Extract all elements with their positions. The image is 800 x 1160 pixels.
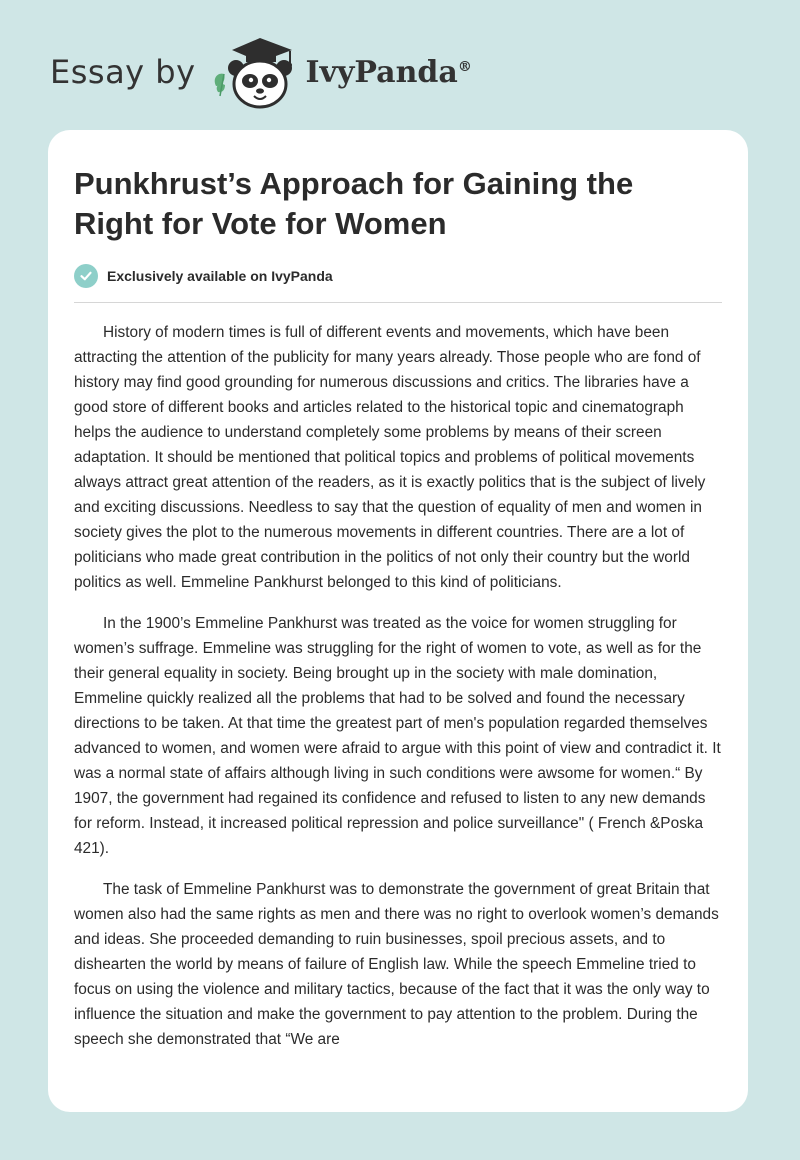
brand-name: IvyPanda®: [305, 54, 472, 90]
paragraph: The task of Emmeline Pankhurst was to demonstrate the government of great Britain that women also had the same rights as men and there was no right to overlook women’s demands and ideas. She proceeded demanding to ruin businesses, spoil precious assets, and to dishearten the world by means of failure of English law. While the speech Emmeline tried to focus on using the violence and military tactics, because of the fact that it was the only way to influence the situation and make the government to pay attention to the problem. During the speech she demonstrated that “We are: [74, 881, 719, 1048]
registered-mark: ®: [457, 58, 472, 75]
panda-logo-icon[interactable]: [210, 34, 302, 110]
exclusive-badge: [74, 264, 333, 288]
checkmark-icon: [74, 264, 98, 288]
divider: [74, 302, 722, 303]
exclusive-label: Exclusively available on IvyPanda: [107, 268, 333, 284]
essay-by-label: Essay by: [50, 53, 196, 91]
essay-body: [74, 320, 722, 1068]
site-header: [50, 34, 472, 110]
essay-card: [48, 130, 748, 1112]
page-title: Punkhrust’s Approach for Gaining the Right for Vote for Women: [74, 166, 634, 241]
paragraph: In the 1900’s Emmeline Pankhurst was treated as the voice for women struggling for women’s suffrage. Emmeline was struggling for the right of women to vote, as well as for the their general equality in society. Being brought up in the society with male domination, Emmeline quickly realized all the problems that had to be solved and found the necessary directions to be taken. At that time the greatest part of men's population regarded themselves advanced to women, and women were afraid to argue with this point of view and contradict it. It was a normal state of affairs although living in such conditions were awsome for women.“ By 1907, the government had regained its confidence and refused to listen to any new demands for reform. Instead, it increased political repression and police surveillance" ( French &Poska 421).: [74, 615, 721, 857]
paragraph: History of modern times is full of different events and movements, which have been attracting the attention of the publicity for many years already. Those people who are fond of history may find good grounding for numerous discussions and critics. The libraries have a good store of different books and articles related to the historical topic and cinematograph helps the audience to understand completely some problems by means of their screen adaptation. It should be mentioned that political topics and problems of political movements always attract great attention of the readers, as it is exactly politics that is the subject of lively and exciting discussions. Needless to say that the question of equality of men and women in society gives the plot to the numerous movements in different countries. There are a lot of politicians who made great contribution in the politics of not only their country but the world politics as well. Emmeline Pankhurst belonged to this kind of politicians.: [74, 324, 706, 591]
